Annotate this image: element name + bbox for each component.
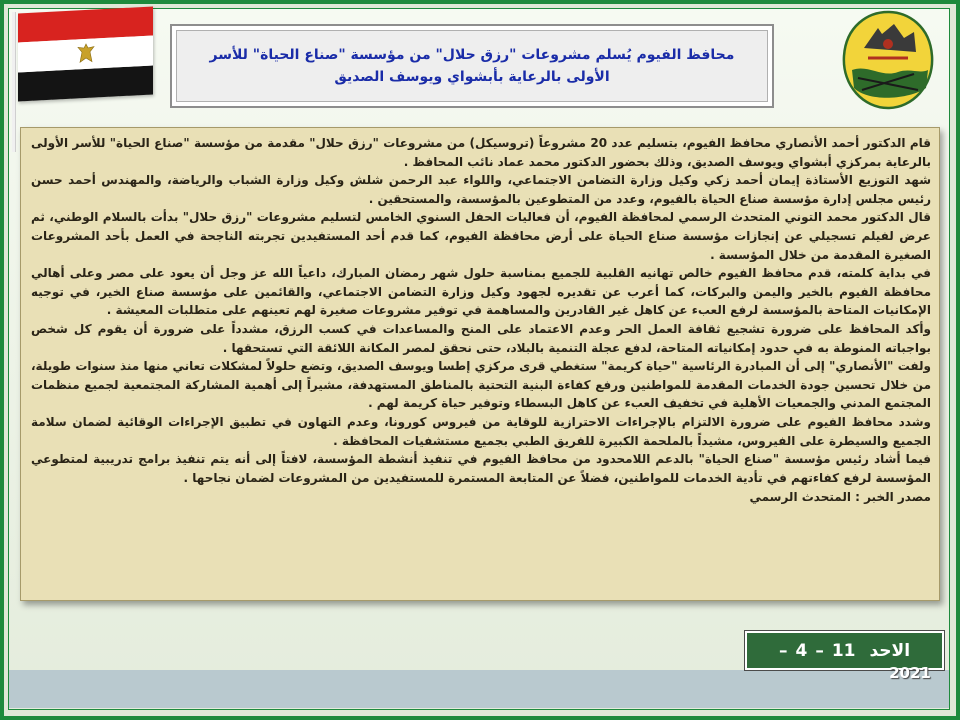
page-title: محافظ الفيوم يُسلم مشروعات "رزق حلال" من مؤسسة "صناع الحياة" للأسر الأولى بالرعاية بأبشواي ويوسف الصديق xyxy=(209,47,735,85)
article-paragraph-3: قال الدكتور محمد التوني المتحدث الرسمي لمحافظة الفيوم، أن فعاليات الحفل السنوي الخامس لتسليم مشروعات "رزق حلال" بدأت بالسلام الوطني، ثم عرض لفيلم تسجيلي عن إنجازات مؤسسة صناع الحياة على أرض محافظة الفيوم، كما قدم أحد المستفيدين تجربته الناجحة في العمل بأحد المشروعات الصغيرة المقدمة من خلال المؤسسة . xyxy=(31,210,931,262)
article-body xyxy=(20,127,940,601)
eagle-icon xyxy=(74,42,98,67)
date-year: 2021 xyxy=(889,664,931,682)
article-paragraph-5: وأكد المحافظ على ضرورة تشجيع ثقافة العمل الحر وعدم الاعتماد على المنح والمساعدات في كسب الرزق، مشدداً على ضرورة أن يقوم كل شخص بواجباته المنوطة به في حدود إمكانياته المتاحة، لدفع عجلة التنمية بالبلاد، حتى نحقق لمصر المكانة اللائقة التي تستحقها . xyxy=(31,321,931,355)
flag-pole xyxy=(12,12,15,152)
article-paragraph-7: وشدد محافظ الفيوم على ضرورة الالتزام بالإجراءات الاحترازية للوقاية من فيروس كورونا، وعدم التهاون في تطبيق الإجراءات الوقائية لضمان سلامة الجميع والسيطرة على الفيروس، مشيداً بالملحمة الكبيرة للفريق الطبي بجميع مستشفيات المحافظة . xyxy=(31,414,931,448)
article-paragraph-2: شهد التوزيع الأستاذة إيمان أحمد زكي وكيل وزارة التضامن الاجتماعي، واللواء عبد الرحمن شلش وكيل وزارة الشباب والرياضة، والمهندس أحمد حسن رئيس مجلس إدارة مؤسسة صناع الحياة بالفيوم، وعدد من المتطوعين بالمؤسسة، والمستحقين . xyxy=(31,173,931,206)
date-separator: – xyxy=(815,640,824,661)
date-day-name: الاحد xyxy=(869,640,911,661)
article-paragraph-6: ولفت "الأنصاري" إلى أن المبادرة الرئاسية "حياة كريمة" ستغطي قرى مركزي إطسا ويوسف الصديق، وتضع حلولاً لمشكلات تعاني منها منذ سنوات طويلة، من خلال تحسين جودة الخدمات المقدمة للمواطنين ورفع كفاءة البنية التحتية بالمناطق المستهدفة، مشيراً إلى أهمية المشاركة المجتمعية لجميع منظمات المجتمع المدني والجمعيات الأهلية في تخفيف العبء عن كاهل البسطاء وتوفير حياة كريمة لهم . xyxy=(31,359,931,411)
title-box xyxy=(170,24,774,108)
bottom-band xyxy=(9,670,949,708)
title-inner xyxy=(180,34,764,98)
date-month: 4 xyxy=(795,640,808,661)
article-paragraph-4: في بداية كلمته، قدم محافظ الفيوم خالص تهانيه القلبية للجميع بمناسبة حلول شهر رمضان المبارك، داعياً الله عز وجل أن يعود على مصر وعلى أهالي محافظة الفيوم بالخير واليمن والبركات، كما أعرب عن تقديره لجهود وكيل وزارة التضامن الاجتماعي، والقائمين على مؤسسة صناع الخير، في توجيه الإمكانيات المتاحة بالمؤسسة لرفع العبء عن كاهل غير القادرين والمساهمة في توفير مشروعات صغيرة لهم تعينهم على متطلبات المعيشة . xyxy=(31,266,931,318)
article-paragraph-8: فيما أشاد رئيس مؤسسة "صناع الحياة" بالدعم اللامحدود من محافظ الفيوم في تنفيذ أنشطة المؤسسة، لافتاً إلى أنه يتم تنفيذ برامج تدريبية لمتطوعي المؤسسة لرفع كفاءتهم في تأدية الخدمات للمواطنين، فضلاً عن المتابعة المستمرة للمستفيدين من المشروعات لضمان نجاحها . xyxy=(31,452,931,485)
article-paragraph-1: قام الدكتور أحمد الأنصاري محافظ الفيوم، بتسليم عدد 20 مشروعاً (تروسيكل) من مشروعات "رزق حلال" مقدمة من مؤسسة "صناع الحياة" للأسر الأولى بالرعاية بمركزي أبشواي ويوسف الصديق، وذلك بحضور الدكتور محمد عماد نائب المحافظ . xyxy=(31,136,932,169)
egypt-flag-icon xyxy=(18,6,153,101)
date-trail: – xyxy=(778,640,788,661)
date-day: 11 xyxy=(831,640,856,661)
article-source: مصدر الخبر : المتحدث الرسمي xyxy=(749,490,931,505)
fayoum-governorate-logo xyxy=(838,8,938,112)
